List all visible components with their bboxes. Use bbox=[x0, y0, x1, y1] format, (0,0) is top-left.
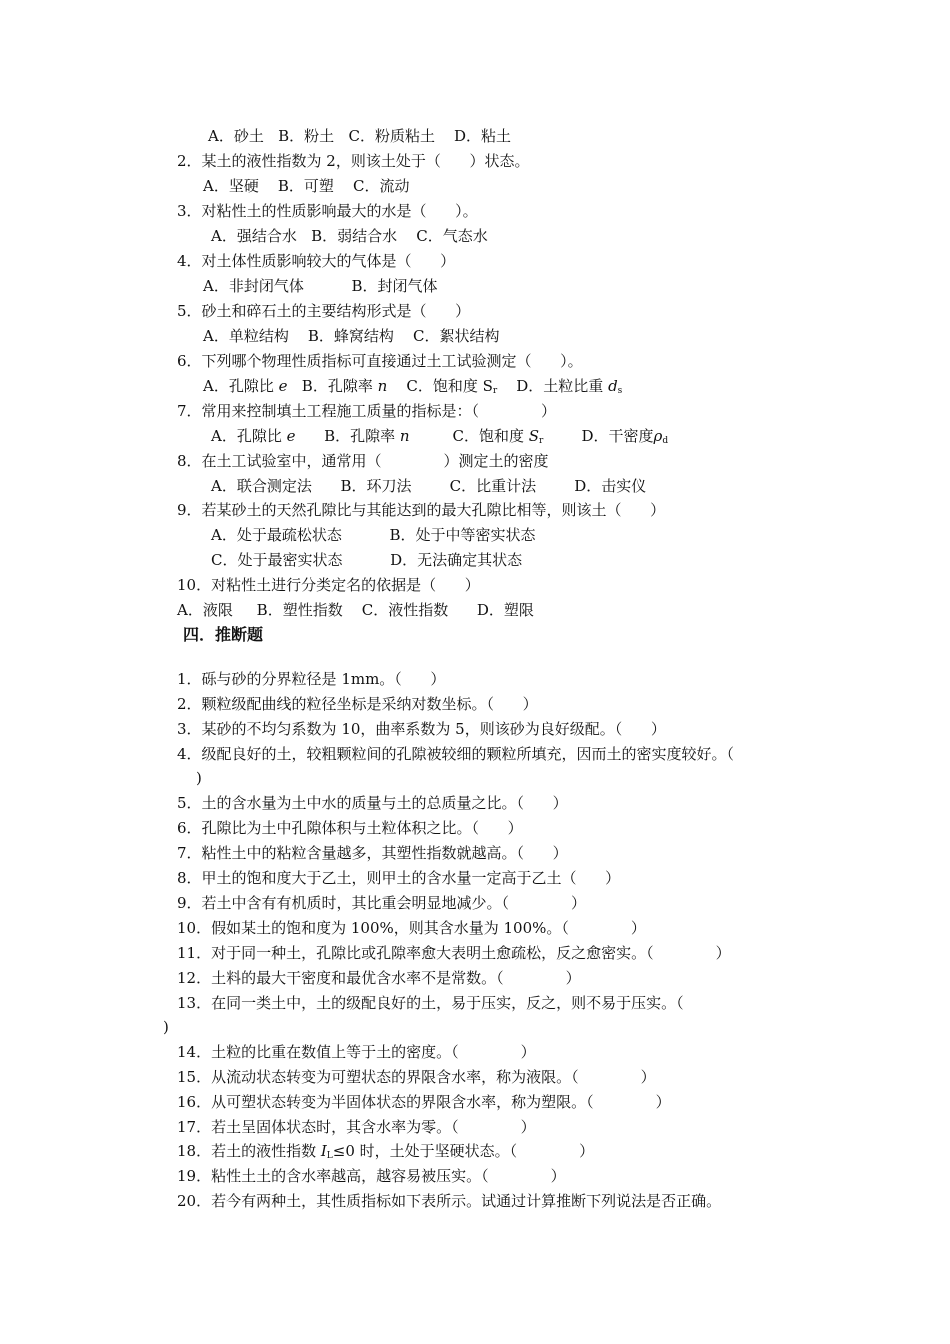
q6-question: 6．下列哪个物理性质指标可直接通过土工试验测定（ ）。 bbox=[177, 352, 583, 370]
judgment-18-suffix: ≤0 时，土处于坚硬状态。（ ） bbox=[332, 1142, 595, 1160]
q7-option-d: D．干密度 bbox=[543, 427, 654, 445]
q7-question: 7．常用来控制填土工程施工质量的指标是：（ ） bbox=[177, 402, 557, 420]
q6-option-d: D．土粒比重 bbox=[497, 377, 609, 395]
q7-option-c-subscript: r bbox=[539, 436, 544, 446]
q7-option-b: B．孔隙率 bbox=[295, 427, 400, 445]
q3-options: A．强结合水 B．弱结合水 C．气态水 bbox=[211, 227, 488, 245]
judgment-item: 12．土料的最大干密度和最优含水率不是常数。（ ） bbox=[177, 969, 581, 987]
q4-question: 4．对土体性质影响较大的气体是（ ） bbox=[177, 252, 456, 270]
judgment-18-prefix: 18．若土的液性指数 bbox=[177, 1142, 321, 1160]
q6-option-c: C．饱和度 S bbox=[387, 377, 493, 395]
q1-options: A．砂土 B．粉土 C．粉质粘土 D．粘土 bbox=[208, 127, 512, 145]
q8-question: 8．在土工试验室中，通常用（ ）测定土的密度 bbox=[177, 452, 549, 470]
judgment-item: 11．对于同一种土，孔隙比或孔隙率愈大表明土愈疏松，反之愈密实。（ ） bbox=[177, 944, 731, 962]
judgment-item: 16．从可塑状态转变为半固体状态的界限含水率，称为塑限。（ ） bbox=[177, 1093, 671, 1111]
q7-option-a: A．孔隙比 bbox=[211, 427, 287, 445]
q6-option-d-symbol: d bbox=[608, 377, 618, 395]
judgment-item: 10．假如某土的饱和度为 100%，则其含水量为 100%。（ ） bbox=[177, 919, 646, 937]
judgment-item: 2．颗粒级配曲线的粒径坐标是采纳对数坐标。（ ） bbox=[177, 695, 538, 713]
judgment-item: 13．在同一类土中，土的级配良好的土，易于压实，反之，则不易于压实。（ bbox=[177, 994, 684, 1012]
judgment-item: 8．甲土的饱和度大于乙土，则甲土的含水量一定高于乙土（ ） bbox=[177, 869, 621, 887]
q7-option-a-symbol: e bbox=[286, 427, 296, 445]
q6-option-a-symbol: e bbox=[278, 377, 288, 395]
q7-option-c: C．饱和度 bbox=[409, 427, 529, 445]
q6-options bbox=[203, 376, 622, 401]
q7-option-b-symbol: n bbox=[399, 427, 410, 445]
q6-option-b: B．孔隙率 bbox=[287, 377, 378, 395]
judgment-item: 3．某砂的不均匀系数为 10，曲率系数为 5，则该砂为良好级配。（ ） bbox=[177, 720, 666, 738]
q6-option-d-subscript: s bbox=[617, 386, 623, 396]
q7-options bbox=[211, 426, 668, 451]
judgment-item: 20．若今有两种土，其性质指标如下表所示。试通过计算推断下列说法是否正确。 bbox=[177, 1192, 722, 1210]
q6-option-c-subscript: r bbox=[492, 386, 498, 396]
judgment-item: 4．级配良好的土，较粗颗粒间的孔隙被较细的颗粒所填充，因而土的密实度较好。（ bbox=[177, 745, 735, 763]
q7-option-d-subscript: d bbox=[662, 436, 669, 446]
q10-question: 10．对粘性土进行分类定名的依据是（ ） bbox=[177, 576, 480, 594]
q9-options-row-2: C．处于最密实状态 D．无法确定其状态 bbox=[211, 551, 523, 569]
judgment-item-continuation: ) bbox=[163, 1018, 169, 1036]
q6-option-b-symbol: n bbox=[377, 377, 388, 395]
q3-question: 3．对粘性土的性质影响最大的水是（ ）。 bbox=[177, 202, 478, 220]
liquidity-index-symbol: I bbox=[320, 1142, 327, 1160]
q4-options: A．非封闭气体 B．封闭气体 bbox=[203, 277, 438, 295]
liquidity-index-subscript: L bbox=[326, 1151, 333, 1161]
judgment-item-continuation: ) bbox=[196, 769, 202, 787]
judgment-item: 17．若土呈固体状态时，其含水率为零。（ ） bbox=[177, 1118, 536, 1136]
judgment-item: 9．若土中含有有机质时，其比重会明显地减少。（ ） bbox=[177, 894, 587, 912]
q2-options: A．坚硬 B．可塑 C．流动 bbox=[203, 177, 410, 195]
judgment-item bbox=[177, 1141, 594, 1166]
judgment-item: 7．粘性土中的粘粒含量越多，其塑性指数就越高。（ ） bbox=[177, 844, 568, 862]
q9-question: 9．若某砂土的天然孔隙比与其能达到的最大孔隙比相等，则该土（ ） bbox=[177, 501, 666, 519]
q8-options: A．联合测定法 B．环刀法 C．比重计法 D．击实仪 bbox=[211, 477, 647, 495]
q5-question: 5．砂土和碎石土的主要结构形式是（ ） bbox=[177, 302, 471, 320]
judgment-item: 6．孔隙比为土中孔隙体积与土粒体积之比。（ ） bbox=[177, 819, 523, 837]
judgment-item: 15．从流动状态转变为可塑状态的界限含水率，称为液限。（ ） bbox=[177, 1068, 656, 1086]
q7-option-c-symbol: S bbox=[528, 427, 540, 445]
q10-options: A．液限 B．塑性指数 C．液性指数 D．塑限 bbox=[177, 601, 534, 619]
judgment-item: 19．粘性土土的含水率越高，越容易被压实。（ ） bbox=[177, 1167, 566, 1185]
judgment-item: 1．砾与砂的分界粒径是 1mm。（ ） bbox=[177, 670, 446, 688]
q7-option-d-symbol: ρ bbox=[653, 427, 663, 445]
judgment-item: 5．土的含水量为土中水的质量与土的总质量之比。（ ） bbox=[177, 794, 568, 812]
q9-options-row-1: A．处于最疏松状态 B．处于中等密实状态 bbox=[211, 526, 536, 544]
q6-option-a: A．孔隙比 bbox=[203, 377, 279, 395]
judgment-item: 14．土粒的比重在数值上等于土的密度。（ ） bbox=[177, 1043, 536, 1061]
q5-options: A．单粒结构 B．蜂窝结构 C．絮状结构 bbox=[203, 327, 500, 345]
section-heading: 四．推断题 bbox=[183, 625, 264, 644]
q2-question: 2．某土的液性指数为 2，则该土处于（ ）状态。 bbox=[177, 152, 530, 170]
